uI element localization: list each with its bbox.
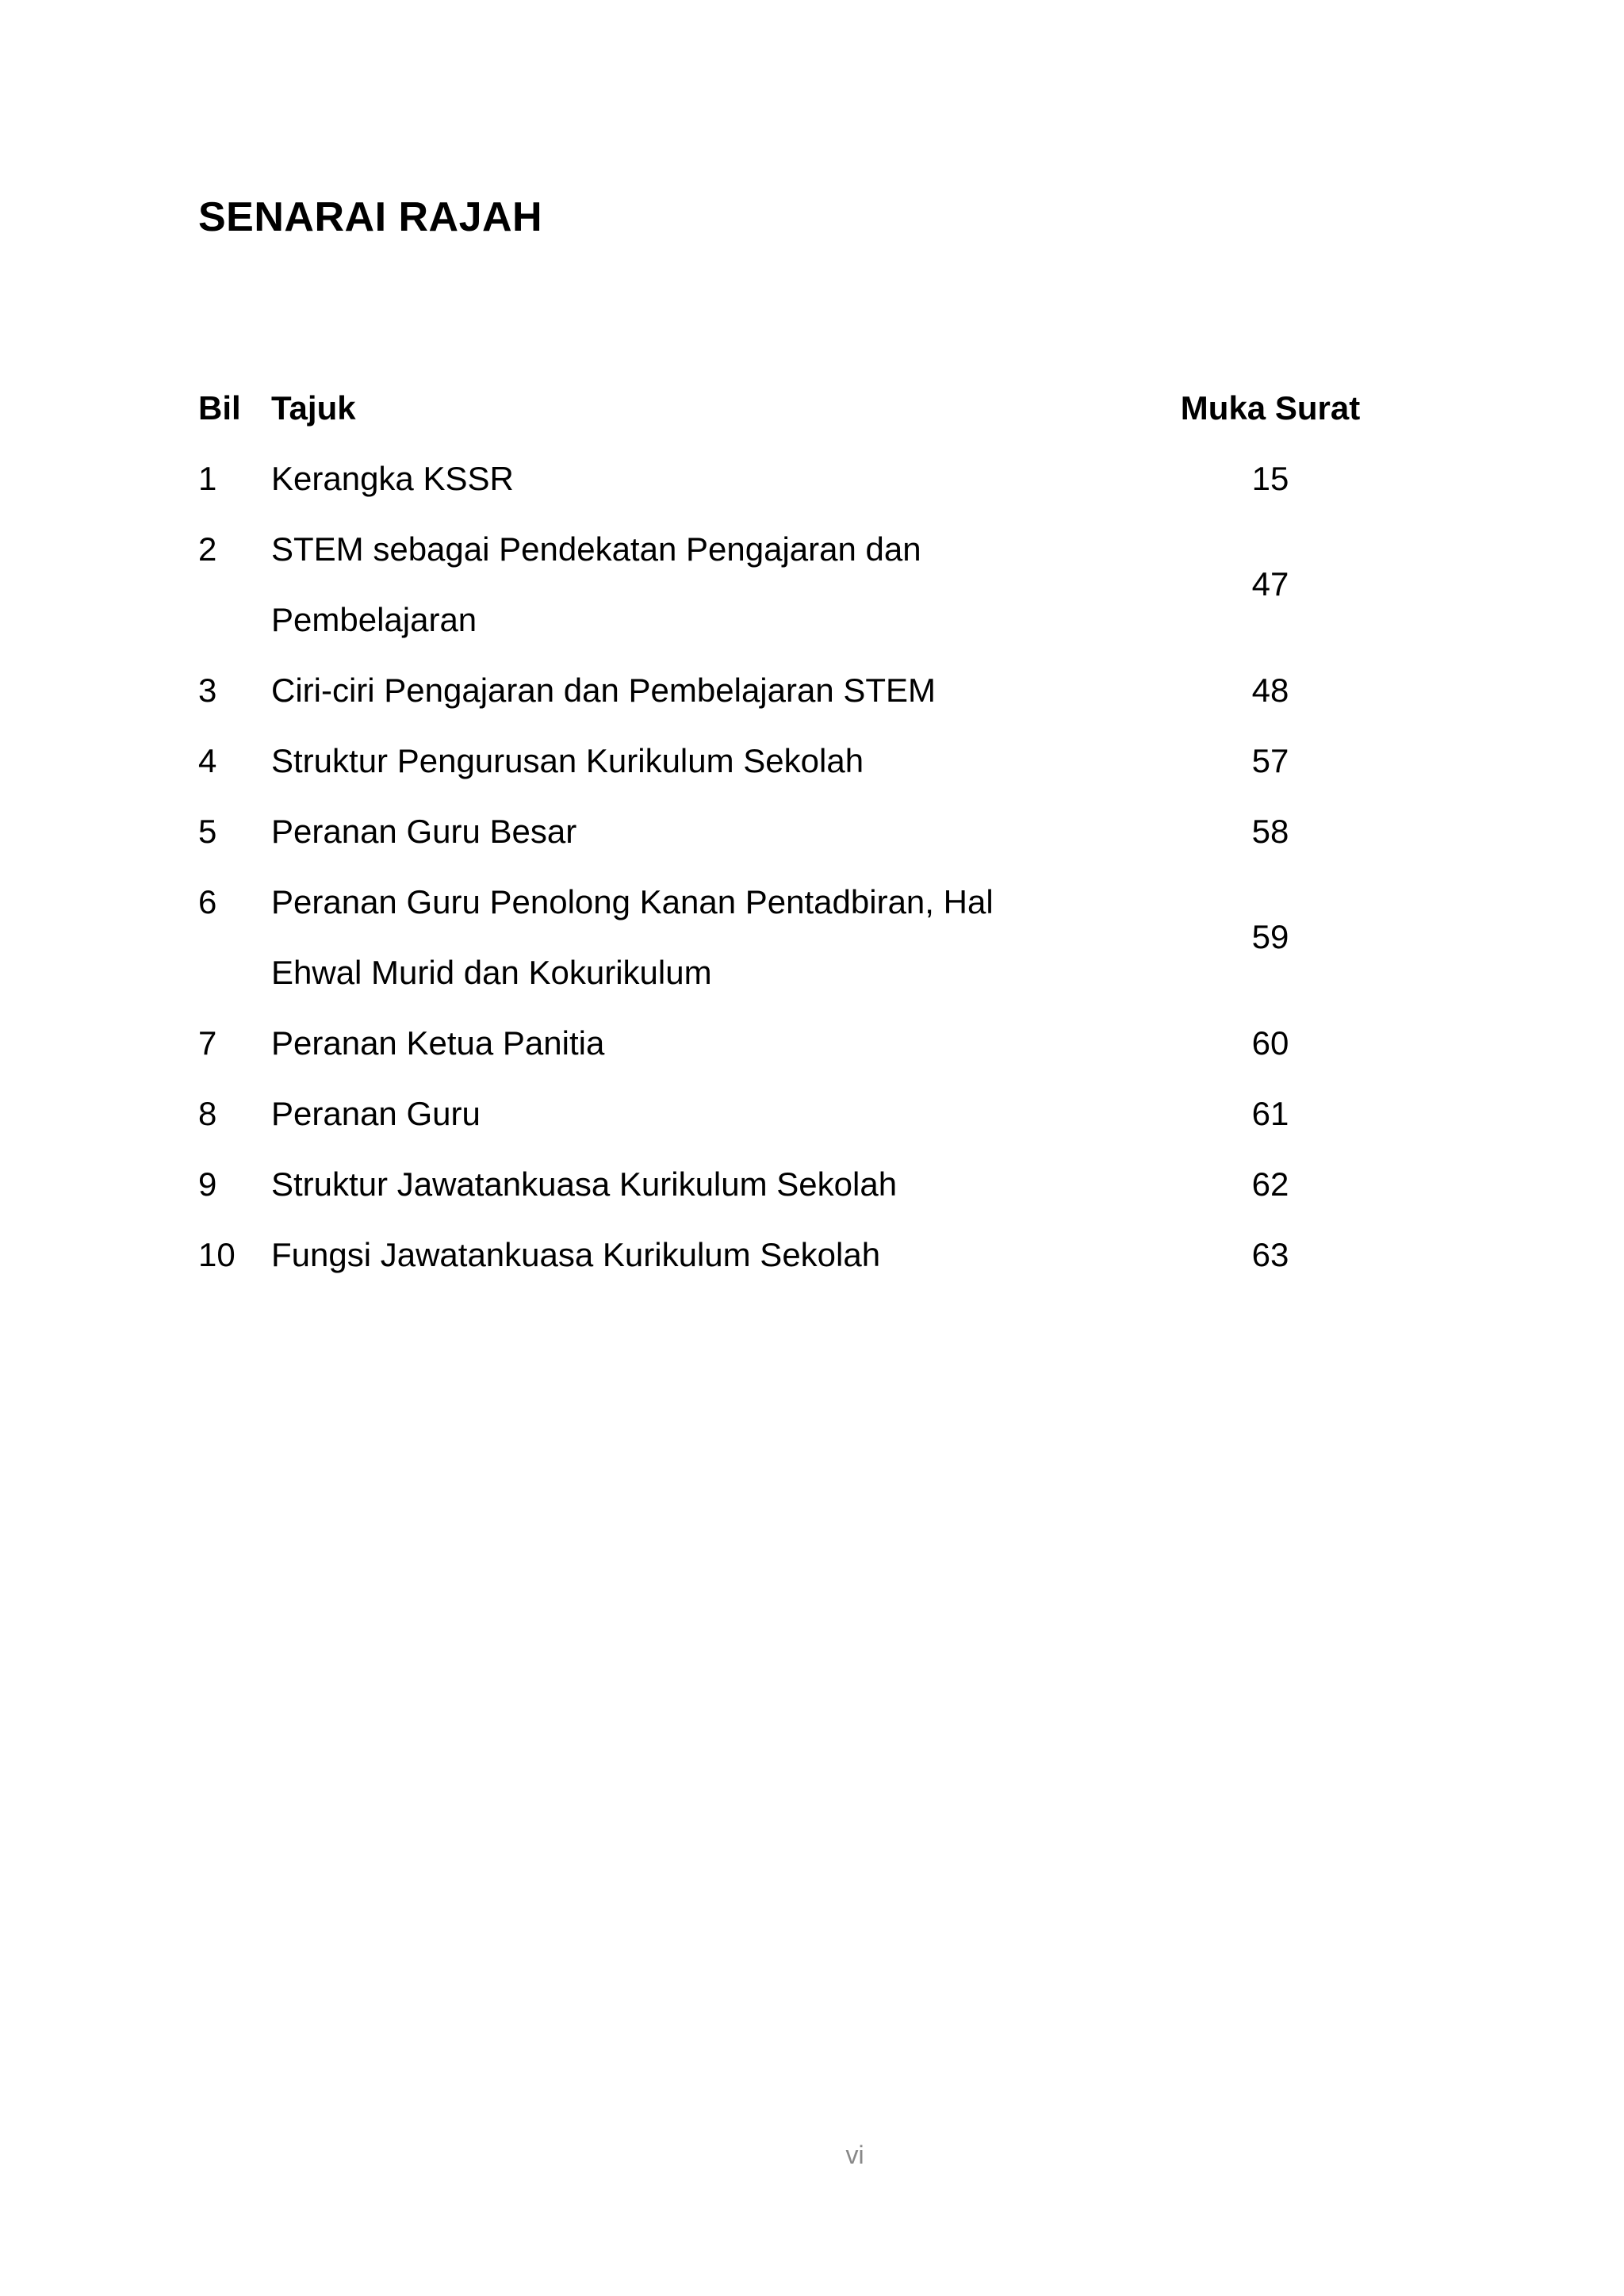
row-title bbox=[271, 725, 1128, 796]
row-page: 62 bbox=[1251, 1165, 1289, 1203]
row-number: 8 bbox=[198, 1095, 217, 1132]
table-row bbox=[198, 867, 1372, 1008]
row-title bbox=[271, 1219, 1128, 1290]
row-title-line: Peranan Guru Penolong Kanan Pentadbiran, Hal bbox=[271, 883, 994, 920]
row-title bbox=[271, 867, 1128, 1008]
row-title-line: Pembelajaran bbox=[271, 601, 477, 638]
page-title: SENARAI RAJAH bbox=[198, 194, 543, 240]
row-page: 47 bbox=[1251, 565, 1289, 603]
table-header bbox=[198, 373, 1372, 443]
table-row bbox=[198, 1078, 1372, 1149]
row-title-line: Ehwal Murid dan Kokurikulum bbox=[271, 954, 712, 991]
row-number: 6 bbox=[198, 883, 217, 920]
row-title bbox=[271, 1078, 1128, 1149]
row-page: 59 bbox=[1251, 918, 1289, 955]
row-title bbox=[271, 514, 1128, 655]
row-title-line: Struktur Pengurusan Kurikulum Sekolah bbox=[271, 742, 864, 779]
table-row bbox=[198, 1008, 1372, 1078]
row-title-line: Kerangka KSSR bbox=[271, 460, 514, 497]
row-title bbox=[271, 655, 1128, 725]
figure-list-table bbox=[198, 373, 1372, 1290]
row-title bbox=[271, 443, 1128, 514]
row-title-line: Fungsi Jawatankuasa Kurikulum Sekolah bbox=[271, 1236, 881, 1273]
row-page: 58 bbox=[1251, 813, 1289, 850]
row-number: 5 bbox=[198, 813, 217, 850]
row-title-line: Peranan Guru bbox=[271, 1095, 481, 1132]
table-row bbox=[198, 655, 1372, 725]
row-title-line: Ciri-ciri Pengajaran dan Pembelajaran STEM bbox=[271, 672, 936, 709]
header-page: Muka Surat bbox=[1180, 389, 1361, 427]
row-page: 15 bbox=[1251, 460, 1289, 497]
row-title bbox=[271, 796, 1128, 867]
row-title-line: Peranan Ketua Panitia bbox=[271, 1024, 605, 1062]
row-title bbox=[271, 1149, 1128, 1219]
row-title bbox=[271, 1008, 1128, 1078]
table-row bbox=[198, 1219, 1372, 1290]
page-number: vi bbox=[845, 2141, 864, 2169]
row-number: 4 bbox=[198, 742, 217, 779]
table-row bbox=[198, 514, 1372, 655]
row-title-line: Peranan Guru Besar bbox=[271, 813, 577, 850]
row-page: 60 bbox=[1251, 1024, 1289, 1062]
row-number: 7 bbox=[198, 1024, 217, 1062]
row-number: 2 bbox=[198, 530, 217, 568]
row-page: 48 bbox=[1251, 672, 1289, 709]
row-number: 9 bbox=[198, 1165, 217, 1203]
table-body bbox=[198, 443, 1372, 1290]
row-number: 3 bbox=[198, 672, 217, 709]
header-title: Tajuk bbox=[271, 389, 356, 427]
row-page: 63 bbox=[1251, 1236, 1289, 1273]
header-number: Bil bbox=[198, 389, 241, 427]
row-title-line: Struktur Jawatankuasa Kurikulum Sekolah bbox=[271, 1165, 898, 1203]
row-page: 57 bbox=[1251, 742, 1289, 779]
table-row bbox=[198, 796, 1372, 867]
row-title-line: STEM sebagai Pendekatan Pengajaran dan bbox=[271, 530, 921, 568]
row-number: 10 bbox=[198, 1236, 236, 1273]
table-row bbox=[198, 725, 1372, 796]
table-row bbox=[198, 1149, 1372, 1219]
row-number: 1 bbox=[198, 460, 217, 497]
row-page: 61 bbox=[1251, 1095, 1289, 1132]
table-row bbox=[198, 443, 1372, 514]
